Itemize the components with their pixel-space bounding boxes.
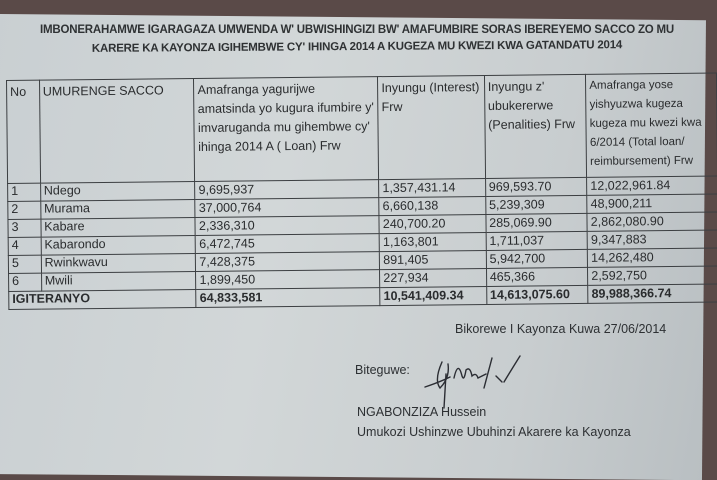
cell-sacco: Ndego bbox=[40, 182, 195, 202]
cell-loan: 9,695,937 bbox=[195, 180, 379, 200]
cell-no: 1 bbox=[8, 183, 41, 201]
cell-total: 2,862,080.90 bbox=[587, 212, 717, 231]
place-date: Bikorewe I Kayonza Kuwa 27/06/2014 bbox=[455, 322, 667, 336]
cell-loan: 1,899,450 bbox=[196, 270, 380, 290]
total-interest: 10,541,409.34 bbox=[380, 286, 487, 305]
table-header-row bbox=[7, 73, 717, 183]
cell-no: 5 bbox=[8, 255, 41, 273]
total-loan: 64,833,581 bbox=[196, 288, 380, 308]
signatory-title: Umukozi Ushinzwe Ubuhinzi Akarere ka Kayonza bbox=[357, 425, 631, 439]
cell-sacco: Kabarondo bbox=[41, 236, 196, 256]
cell-total: 48,900,211 bbox=[587, 194, 717, 213]
cell-interest: 891,405 bbox=[380, 250, 487, 269]
header-no: No bbox=[7, 80, 41, 183]
cell-sacco: Kabare bbox=[41, 218, 196, 238]
prepared-by-label: Biteguwe: bbox=[355, 363, 410, 377]
cell-sacco: Mwili bbox=[41, 272, 196, 292]
cell-no: 2 bbox=[8, 201, 41, 219]
report-table bbox=[6, 73, 717, 310]
cell-penalties: 1,711,037 bbox=[486, 231, 588, 250]
cell-penalties: 285,069.90 bbox=[486, 213, 588, 232]
cell-loan: 7,428,375 bbox=[196, 252, 380, 272]
cell-total: 9,347,883 bbox=[587, 230, 717, 249]
cell-penalties: 5,239,309 bbox=[485, 195, 587, 214]
cell-no: 3 bbox=[8, 219, 41, 237]
document-title bbox=[12, 22, 702, 56]
title-line-2: KARERE KA KAYONZA IGIHEMBWE CY' IHINGA 2014 A KUGEZA MU KWEZI KWA GATANDATU 2014 bbox=[91, 39, 623, 55]
header-total: Amafranga yose yishyuzwa kugeza kugeza mu kwezi kwa 6/2014 (Total loan/ reimbursement) Frw bbox=[586, 73, 717, 177]
cell-sacco: Murama bbox=[40, 200, 195, 220]
total-label: IGITERANYO bbox=[9, 290, 197, 310]
cell-interest: 240,700.20 bbox=[379, 214, 486, 233]
cell-loan: 2,336,310 bbox=[195, 216, 379, 236]
cell-loan: 6,472,745 bbox=[196, 234, 380, 254]
header-sacco: UMURENGE SACCO bbox=[39, 79, 195, 184]
cell-interest: 6,660,138 bbox=[379, 196, 486, 215]
title-line-1: IMBONERAHAMWE IGARAGAZA UMWENDA W' UBWISHINGIZI BW' AMAFUMBIRE SORAS IBEREYEMO SACCO ZO MU bbox=[40, 24, 674, 36]
header-penalties: Inyungu z' ubukererwe (Penalities) Frw bbox=[484, 74, 587, 178]
header-loan: Amafranga yagurijwe amatsinda yo kugura ifumbire y' imvaruganda mu gihembwe cy' ihinga 2014 A ( Loan) Frw bbox=[194, 77, 379, 182]
cell-total: 2,592,750 bbox=[588, 266, 717, 285]
cell-interest: 1,357,431.14 bbox=[379, 178, 486, 197]
signatory-name: NGABONZIZA Hussein bbox=[357, 405, 487, 419]
cell-loan: 37,000,764 bbox=[195, 198, 379, 218]
cell-no: 4 bbox=[8, 237, 41, 255]
cell-total: 12,022,961.84 bbox=[587, 176, 717, 195]
cell-total: 14,262,480 bbox=[588, 248, 717, 267]
total-total: 89,988,366.74 bbox=[588, 284, 717, 303]
cell-penalties: 5,942,700 bbox=[486, 249, 588, 268]
header-interest: Inyungu (Interest) Frw bbox=[378, 75, 485, 179]
total-penalties: 14,613,075.60 bbox=[486, 285, 588, 304]
cell-interest: 1,163,801 bbox=[379, 232, 486, 251]
signature-icon bbox=[420, 352, 540, 412]
cell-penalties: 969,593.70 bbox=[485, 177, 587, 196]
cell-no: 6 bbox=[9, 273, 42, 291]
cell-sacco: Rwinkwavu bbox=[41, 254, 196, 274]
cell-penalties: 465,366 bbox=[486, 267, 588, 286]
cell-interest: 227,934 bbox=[380, 268, 487, 287]
